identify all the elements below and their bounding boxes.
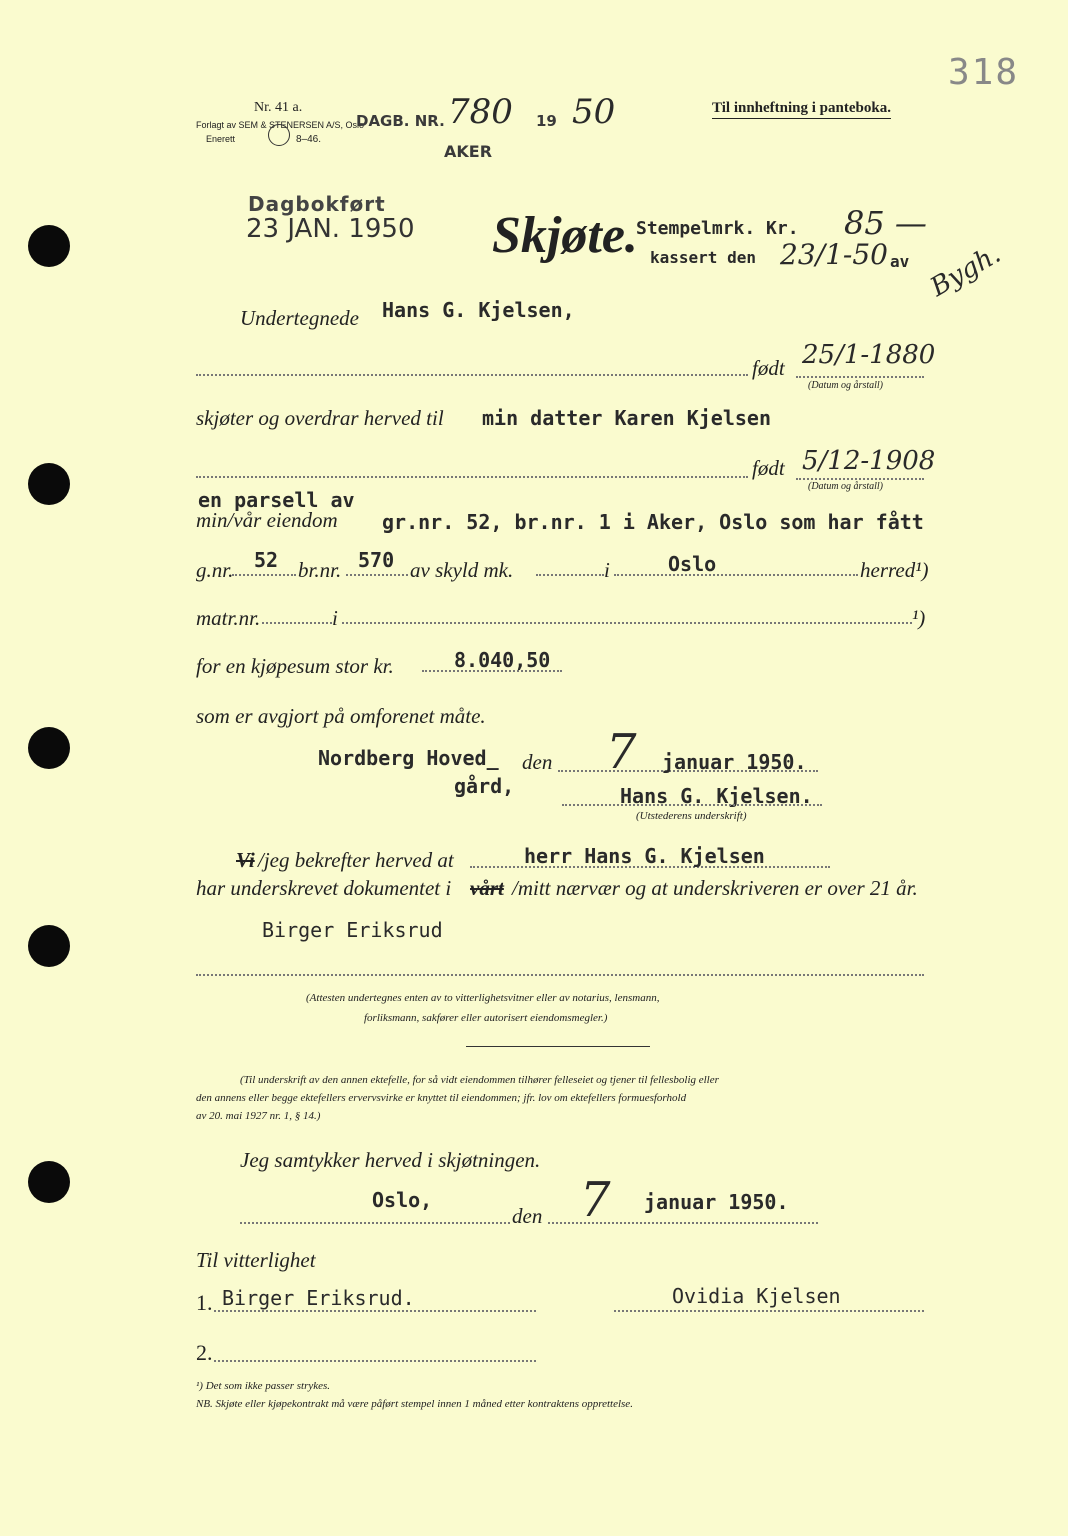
property-prefix: en parsell av [198,488,355,512]
matr-label: matr.nr. [196,606,261,630]
dotted-line [536,574,604,576]
punch-hole [28,463,70,505]
herred-label: herred¹) [860,558,929,582]
form-number: Nr. 41 a. [254,100,303,115]
witness-1-name: Birger Eriksrud. [222,1286,415,1310]
brnr-label: br.nr. [298,558,342,582]
place-line2: gård, [454,774,515,798]
dotted-line [614,1310,924,1312]
dotted-line [562,804,822,806]
dotted-line [196,476,748,478]
document-title: Skjøte. [492,207,638,264]
seller-born-caption: (Datum og årstall) [808,380,883,391]
issuer-caption: (Utstederens underskrift) [636,810,747,822]
publisher-logo-icon [268,124,290,146]
punch-hole [28,1161,70,1203]
dotted-line [342,622,912,624]
date-day: 7 [606,724,637,780]
footnote-2: NB. Skjøte eller kjøpekontrakt må være påført stempel innen 1 måned etter kontraktens opprettelse. [196,1398,633,1410]
header-right-title: Til innheftning i panteboka. [712,100,891,119]
kassert-label: kassert den [650,248,756,267]
dotted-line [232,574,296,576]
divider [466,1046,650,1047]
consent-month-year: januar 1950. [644,1190,789,1214]
date-den-label: den [522,750,553,774]
buyer-born-value: 5/12-1908 [802,446,936,476]
gnr-i-label: i [604,558,610,582]
attest-struck: Vi [236,848,255,872]
dagbokfort-stamp-label: Dagbokført [248,192,386,216]
matr-end-label: ¹) [912,606,926,630]
buyer-born-label: født [752,456,785,480]
footnote-1: ¹) Det som ikke passer strykes. [196,1380,331,1392]
consent-place: Oslo, [372,1188,433,1212]
page-number: 318 [948,52,1020,93]
attest-line1-value: herr Hans G. Kjelsen [524,844,765,868]
stempel-amount: 85 — [844,204,927,242]
price-label: for en kjøpesum stor kr. [196,654,394,678]
dotted-line [240,1222,510,1224]
attest-line1-label: /jeg bekrefter herved at [258,848,454,872]
dotted-line [262,622,332,624]
property-value: gr.nr. 52, br.nr. 1 i Aker, Oslo som har fått [382,510,924,534]
undertegnede-label: Undertegnede [240,306,359,330]
av-label: av [890,252,910,271]
price-value: 8.040,50 [454,648,551,672]
punch-hole [28,727,70,769]
gnr-label: g.nr. [196,558,234,582]
witness-1-number: 1. [196,1290,213,1315]
gnr-place-value: Oslo [668,552,717,576]
witness-heading: Til vitterlighet [196,1248,316,1272]
kassert-date: 23/1-50 [780,238,888,271]
dotted-line [346,574,408,576]
brnr-value: 570 [358,548,395,572]
dagbokfort-stamp-date: 23 JAN. 1950 [246,214,415,244]
seller-born-label: født [752,356,785,380]
transfer-label: skjøter og overdrar herved til [196,406,444,430]
spouse-signature: Ovidia Kjelsen [672,1284,841,1308]
dotted-line [196,974,924,976]
attest-note-line2: forliksmann, sakfører eller autorisert eiendomsmegler.) [364,1012,608,1024]
kassert-signature: Bygh. [925,239,1006,303]
place-line1: Nordberg Hoved_ [318,746,499,770]
spouse-note-line3: av 20. mai 1927 nr. 1, § 14.) [196,1110,321,1122]
seller-born-value: 25/1-1880 [802,340,936,370]
spouse-note-line1: (Til underskrift av den annen ektefelle, for så vidt eiendommen tilhører felleseiet og tjener til fellesbolig eller [240,1074,719,1086]
gnr-value: 52 [254,548,279,572]
spouse-note-line2: den annens eller begge ektefellers ervervsvirke er knyttet til eiendommen; jfr. lov om ektefellers formuesforhold [196,1092,687,1104]
stempel-label: Stempelmrk. Kr. [636,218,799,239]
skyld-label: av skyld mk. [410,558,514,582]
dotted-line [796,376,924,378]
date-month-year: januar 1950. [662,750,807,774]
dotted-line [214,1310,536,1312]
dotted-line [214,1360,536,1362]
consent-den-label: den [512,1204,543,1228]
consent-day: 7 [580,1172,611,1228]
publisher-date: 8–46. [296,134,322,145]
dagb-year: 50 [572,92,616,132]
publisher-line: Forlagt av SEM & STENERSEN A/S, Oslo [196,120,365,130]
aker-stamp: AKER [444,142,493,161]
attest-note-line1: (Attesten undertegnes enten av to vitterlighetsvitner eller av notarius, lensmann, [306,992,660,1004]
dotted-line [196,374,748,376]
attest-line2-post: /mitt nærvær og at underskriveren er over 21 år. [512,876,918,900]
attest-line2-struck: vårt [470,876,504,900]
undertegnede-value: Hans G. Kjelsen, [382,298,575,322]
transfer-value: min datter Karen Kjelsen [482,406,771,430]
dagb-year-prefix: 19 [536,112,557,130]
buyer-born-caption: (Datum og årstall) [808,481,883,492]
dagb-number: 780 [448,92,513,132]
attest-line2-pre: har underskrevet dokumentet i [196,876,452,900]
publisher-enerett: Enerett [206,134,236,144]
settled-text: som er avgjort på omforenet måte. [196,704,486,728]
attest-witness: Birger Eriksrud [262,918,443,942]
consent-text: Jeg samtykker herved i skjøtningen. [240,1148,541,1172]
punch-hole [28,225,70,267]
dagb-label: DAGB. NR. [356,112,445,130]
punch-hole [28,925,70,967]
issuer-signature: Hans G. Kjelsen. [620,784,813,808]
witness-2-number: 2. [196,1340,213,1365]
dotted-line [796,478,924,480]
dotted-line [614,574,858,576]
property-label: min/vår eiendom [196,508,338,532]
matr-i-label: i [332,606,338,630]
